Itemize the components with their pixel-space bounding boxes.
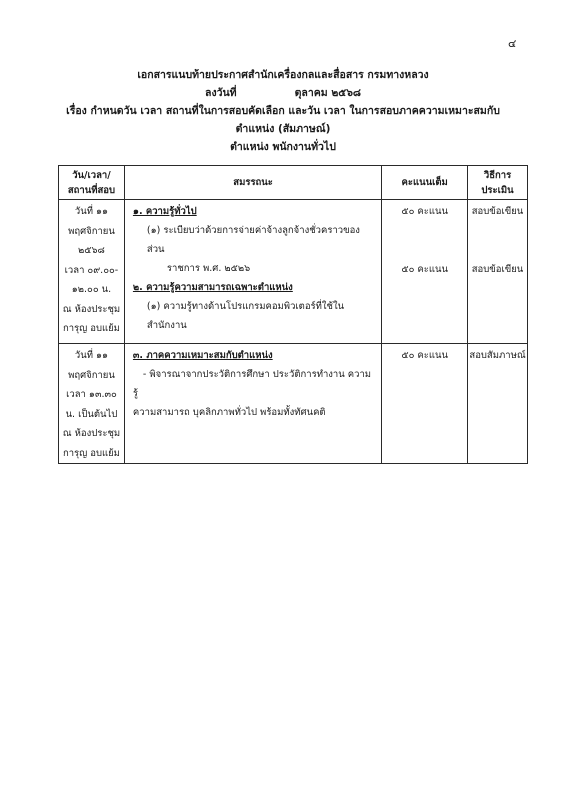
method-cell (468, 344, 528, 464)
section-description: - พิจารณาจากประวัติการศึกษา ประวัติการทำงาน ความรู้ (132, 369, 372, 399)
header-score-cell: คะแนนเต็ม (382, 166, 468, 200)
header-title: เอกสารแนบท้ายประกาศสำนักเครื่องกลและสื่อสาร กรมทางหลวง (137, 69, 429, 81)
date-line: ณ ห้องประชุม (62, 303, 121, 315)
date-cell (59, 344, 125, 464)
date-line: วันที่ ๑๑ (74, 350, 109, 361)
section-heading: ๓. ภาคความเหมาะสมกับตำแหน่ง (132, 350, 273, 361)
score-value: ๕๐ คะแนน (401, 206, 448, 217)
header-date-line: สถานที่สอบ (67, 184, 116, 196)
header-method-cell (468, 166, 528, 200)
section-item: (๑) ความรู้ทางด้านโปรแกรมคอมพิวเตอร์ที่ใช้ในสำนักงาน (146, 301, 345, 331)
date-line: ณ ห้องประชุม (62, 428, 121, 439)
section-heading: ๑. ความรู้ทั่วไป (132, 206, 197, 217)
table-header-row (59, 166, 528, 200)
date-prefix: ลงวันที่ (205, 87, 237, 99)
date-line: การุญ อบแย้ม (62, 447, 120, 459)
table-row (59, 200, 528, 344)
date-line: ๒๕๖๘ (78, 245, 105, 256)
competency-cell (124, 344, 381, 464)
method-cell (468, 200, 528, 344)
exam-schedule-table (58, 165, 528, 464)
header-method-line: วิธีการ (483, 169, 512, 181)
date-line: พฤศจิกายน (68, 225, 115, 237)
table-row (59, 344, 528, 464)
header-date-cell (59, 166, 125, 200)
date-line: ๑๒.๐๐ น. (71, 284, 112, 295)
header-position: ตำแหน่ง พนักงานทั่วไป (230, 141, 336, 153)
score-value: ๕๐ คะแนน (401, 264, 448, 275)
score-value: ๕๐ คะแนน (401, 350, 448, 361)
header-method-line: ประเมิน (481, 184, 514, 196)
date-cell (59, 200, 125, 344)
method-value: สอบข้อเขียน (471, 206, 524, 217)
method-value: สอบสัมภาษณ์ (469, 350, 526, 361)
section-item: (๑) ระเบียบว่าด้วยการจ่ายค่าจ้างลูกจ้างชั่วคราวของส่วน (146, 225, 360, 255)
date-line: การุญ อบแย้ม (62, 323, 120, 334)
section-item-cont: ราชการ พ.ศ. ๒๕๒๖ (166, 263, 251, 274)
competency-cell (124, 200, 381, 344)
date-suffix: ตุลาคม ๒๕๖๘ (294, 87, 361, 99)
method-value: สอบข้อเขียน (471, 264, 524, 275)
header-date (0, 84, 566, 102)
section-heading: ๒. ความรู้ความสามารถเฉพาะตำแหน่ง (132, 282, 293, 293)
page-number: ๔ (508, 37, 517, 50)
date-line: เวลา ๐๙.๐๐- (64, 264, 119, 276)
date-line: น. เป็นต้นไป (65, 408, 118, 420)
date-line: วันที่ ๑๑ (74, 206, 109, 217)
header-competency-cell: สมรรถนะ (124, 166, 381, 200)
document-header (0, 66, 566, 156)
header-subject-cont: ตำแหน่ง (สัมภาษณ์) (235, 123, 331, 135)
date-line: เวลา ๑๓.๓๐ (66, 389, 117, 400)
score-cell (382, 200, 468, 344)
header-subject: เรื่อง กำหนดวัน เวลา สถานที่ในการสอบคัดเลือก และวัน เวลา ในการสอบภาคความเหมาะสมกับ (66, 105, 500, 117)
date-line: พฤศจิกายน (68, 369, 115, 381)
section-description-cont: ความสามารถ บุคลิกภาพทั่วไป พร้อมทั้งทัศนคติ (132, 407, 326, 418)
score-cell (382, 344, 468, 464)
header-date-line: วัน/เวลา/ (72, 169, 111, 181)
